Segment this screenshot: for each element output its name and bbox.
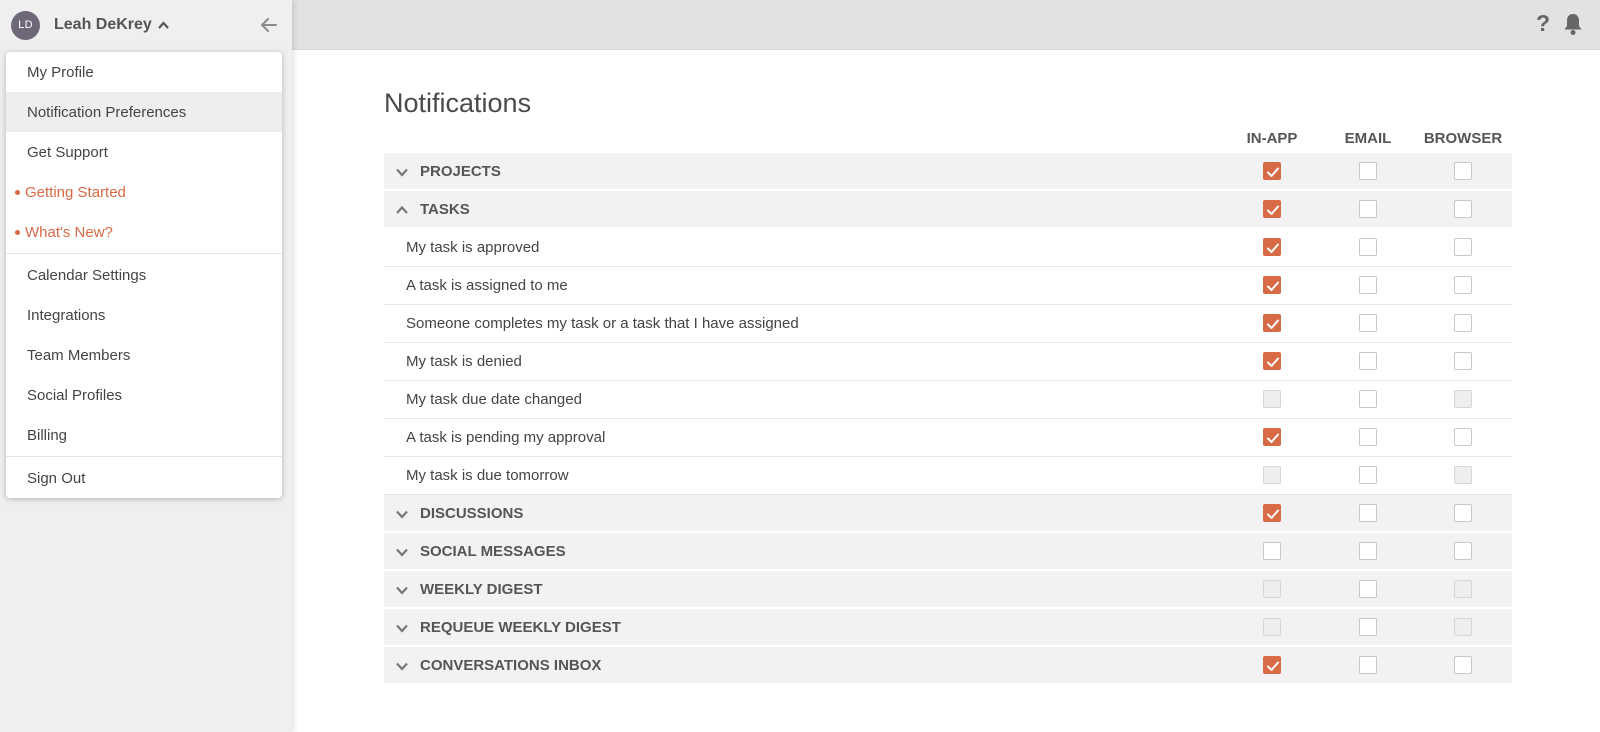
- page-title: Notifications: [384, 88, 532, 118]
- group-row-conversations-inbox[interactable]: [384, 647, 1512, 685]
- checkbox-email[interactable]: [1359, 314, 1377, 332]
- checkbox-email[interactable]: [1359, 504, 1377, 522]
- caret-up-icon[interactable]: [158, 16, 169, 34]
- menu-item-label: Notification Preferences: [27, 103, 187, 121]
- checkbox-browser[interactable]: [1454, 162, 1472, 180]
- chevron-down-icon[interactable]: [395, 583, 409, 597]
- checkbox-email[interactable]: [1359, 618, 1377, 636]
- item-label: My task due date changed: [406, 391, 582, 408]
- menu-item-getting-started[interactable]: [6, 172, 282, 212]
- checkbox-in-app[interactable]: [1263, 428, 1281, 446]
- item-label: My task is approved: [406, 239, 540, 256]
- user-bar[interactable]: [0, 0, 292, 50]
- checkbox-email[interactable]: [1359, 200, 1377, 218]
- checkbox-browser[interactable]: [1454, 428, 1472, 446]
- item-row-a-task-is-assigned-to-me: [384, 267, 1512, 305]
- chevron-down-icon[interactable]: [395, 507, 409, 521]
- item-label: A task is assigned to me: [406, 277, 568, 294]
- group-row-projects[interactable]: [384, 153, 1512, 191]
- menu-item-label: My Profile: [27, 63, 94, 81]
- menu-item-team-members[interactable]: [6, 335, 282, 375]
- menu-item-label: Get Support: [27, 143, 108, 161]
- menu-item-get-support[interactable]: [6, 132, 282, 172]
- group-row-weekly-digest[interactable]: [384, 571, 1512, 609]
- user-name[interactable]: Leah DeKrey: [54, 16, 152, 33]
- checkbox-browser[interactable]: [1454, 352, 1472, 370]
- checkbox-in-app: [1263, 466, 1281, 484]
- menu-item-label: Team Members: [27, 346, 131, 364]
- column-headers: [384, 130, 1512, 152]
- group-label: CONVERSATIONS INBOX: [420, 656, 602, 674]
- group-label: WEEKLY DIGEST: [420, 580, 543, 598]
- checkbox-email[interactable]: [1359, 580, 1377, 598]
- checkbox-email[interactable]: [1359, 162, 1377, 180]
- checkbox-browser: [1454, 390, 1472, 408]
- checkbox-browser[interactable]: [1454, 542, 1472, 560]
- menu-item-notification-preferences[interactable]: [6, 92, 282, 132]
- checkbox-browser: [1454, 618, 1472, 636]
- group-label: SOCIAL MESSAGES: [420, 542, 566, 560]
- menu-item-label: Social Profiles: [27, 386, 123, 404]
- group-row-social-messages[interactable]: [384, 533, 1512, 571]
- menu-item-integrations[interactable]: [6, 295, 282, 335]
- item-row-a-task-is-pending-my-approval: [384, 419, 1512, 457]
- checkbox-browser[interactable]: [1454, 314, 1472, 332]
- menu-item-calendar-settings[interactable]: [6, 255, 282, 295]
- checkbox-email[interactable]: [1359, 542, 1377, 560]
- chevron-down-icon[interactable]: [395, 545, 409, 559]
- checkbox-email[interactable]: [1359, 390, 1377, 408]
- checkbox-in-app[interactable]: [1263, 352, 1281, 370]
- group-label: REQUEUE WEEKLY DIGEST: [420, 618, 621, 636]
- back-arrow-icon[interactable]: [258, 14, 280, 36]
- checkbox-email[interactable]: [1359, 656, 1377, 674]
- menu-item-my-profile[interactable]: [6, 52, 282, 92]
- checkbox-email[interactable]: [1359, 352, 1377, 370]
- menu-item-label: Integrations: [27, 306, 106, 324]
- checkbox-in-app[interactable]: [1263, 162, 1281, 180]
- item-row-my-task-due-date-changed: [384, 381, 1512, 419]
- new-dot-icon: [15, 190, 20, 195]
- column-header-email: EMAIL: [1344, 130, 1392, 147]
- column-header-browser: BROWSER: [1423, 130, 1503, 147]
- avatar[interactable]: LD: [11, 11, 40, 40]
- group-label: TASKS: [420, 200, 470, 218]
- checkbox-browser[interactable]: [1454, 200, 1472, 218]
- checkbox-browser[interactable]: [1454, 656, 1472, 674]
- item-label: My task is due tomorrow: [406, 467, 569, 484]
- sidebar: [0, 0, 292, 732]
- checkbox-in-app: [1263, 390, 1281, 408]
- checkbox-in-app[interactable]: [1263, 542, 1281, 560]
- group-label: PROJECTS: [420, 162, 501, 180]
- notification-table: [384, 153, 1512, 685]
- menu-item-label: Calendar Settings: [27, 266, 147, 284]
- group-row-requeue-weekly-digest[interactable]: [384, 609, 1512, 647]
- item-label: Someone completes my task or a task that I have assigned: [406, 315, 799, 332]
- checkbox-in-app[interactable]: [1263, 656, 1281, 674]
- menu-item-billing[interactable]: [6, 415, 282, 455]
- item-row-someone-completes-my-task-or-a-task-that-i-have-assigned: [384, 305, 1512, 343]
- checkbox-email[interactable]: [1359, 276, 1377, 294]
- chevron-down-icon[interactable]: [395, 659, 409, 673]
- checkbox-browser[interactable]: [1454, 504, 1472, 522]
- item-row-my-task-is-due-tomorrow: [384, 457, 1512, 495]
- menu-item-label: Getting Started: [25, 183, 126, 201]
- column-header-in-app: IN-APP: [1246, 130, 1298, 147]
- user-dropdown-menu: [6, 52, 282, 498]
- help-icon[interactable]: ?: [1535, 10, 1550, 36]
- item-row-my-task-is-denied: [384, 343, 1512, 381]
- menu-separator: [6, 253, 282, 254]
- menu-item-what-s-new[interactable]: [6, 212, 282, 252]
- item-label: My task is denied: [406, 353, 522, 370]
- checkbox-in-app[interactable]: [1263, 314, 1281, 332]
- checkbox-email[interactable]: [1359, 466, 1377, 484]
- bell-icon[interactable]: [1562, 12, 1584, 36]
- checkbox-browser[interactable]: [1454, 238, 1472, 256]
- checkbox-browser: [1454, 466, 1472, 484]
- chevron-down-icon[interactable]: [395, 165, 409, 179]
- group-label: DISCUSSIONS: [420, 504, 524, 522]
- menu-item-label: Billing: [27, 426, 68, 444]
- chevron-down-icon[interactable]: [395, 621, 409, 635]
- menu-separator: [6, 456, 282, 457]
- group-row-discussions[interactable]: [384, 495, 1512, 533]
- chevron-up-icon[interactable]: [395, 203, 409, 217]
- checkbox-email[interactable]: [1359, 238, 1377, 256]
- menu-item-sign-out[interactable]: [6, 458, 282, 498]
- checkbox-in-app[interactable]: [1263, 504, 1281, 522]
- item-row-my-task-is-approved: [384, 229, 1512, 267]
- checkbox-browser[interactable]: [1454, 276, 1472, 294]
- checkbox-in-app[interactable]: [1263, 276, 1281, 294]
- new-dot-icon: [15, 230, 20, 235]
- checkbox-in-app: [1263, 618, 1281, 636]
- item-label: A task is pending my approval: [406, 429, 606, 446]
- group-row-tasks[interactable]: [384, 191, 1512, 229]
- checkbox-in-app: [1263, 580, 1281, 598]
- top-bar: [292, 0, 1600, 50]
- checkbox-email[interactable]: [1359, 428, 1377, 446]
- checkbox-browser: [1454, 580, 1472, 598]
- menu-item-social-profiles[interactable]: [6, 375, 282, 415]
- menu-item-label: Sign Out: [27, 469, 86, 487]
- checkbox-in-app[interactable]: [1263, 238, 1281, 256]
- menu-item-label: What's New?: [25, 223, 113, 241]
- checkbox-in-app[interactable]: [1263, 200, 1281, 218]
